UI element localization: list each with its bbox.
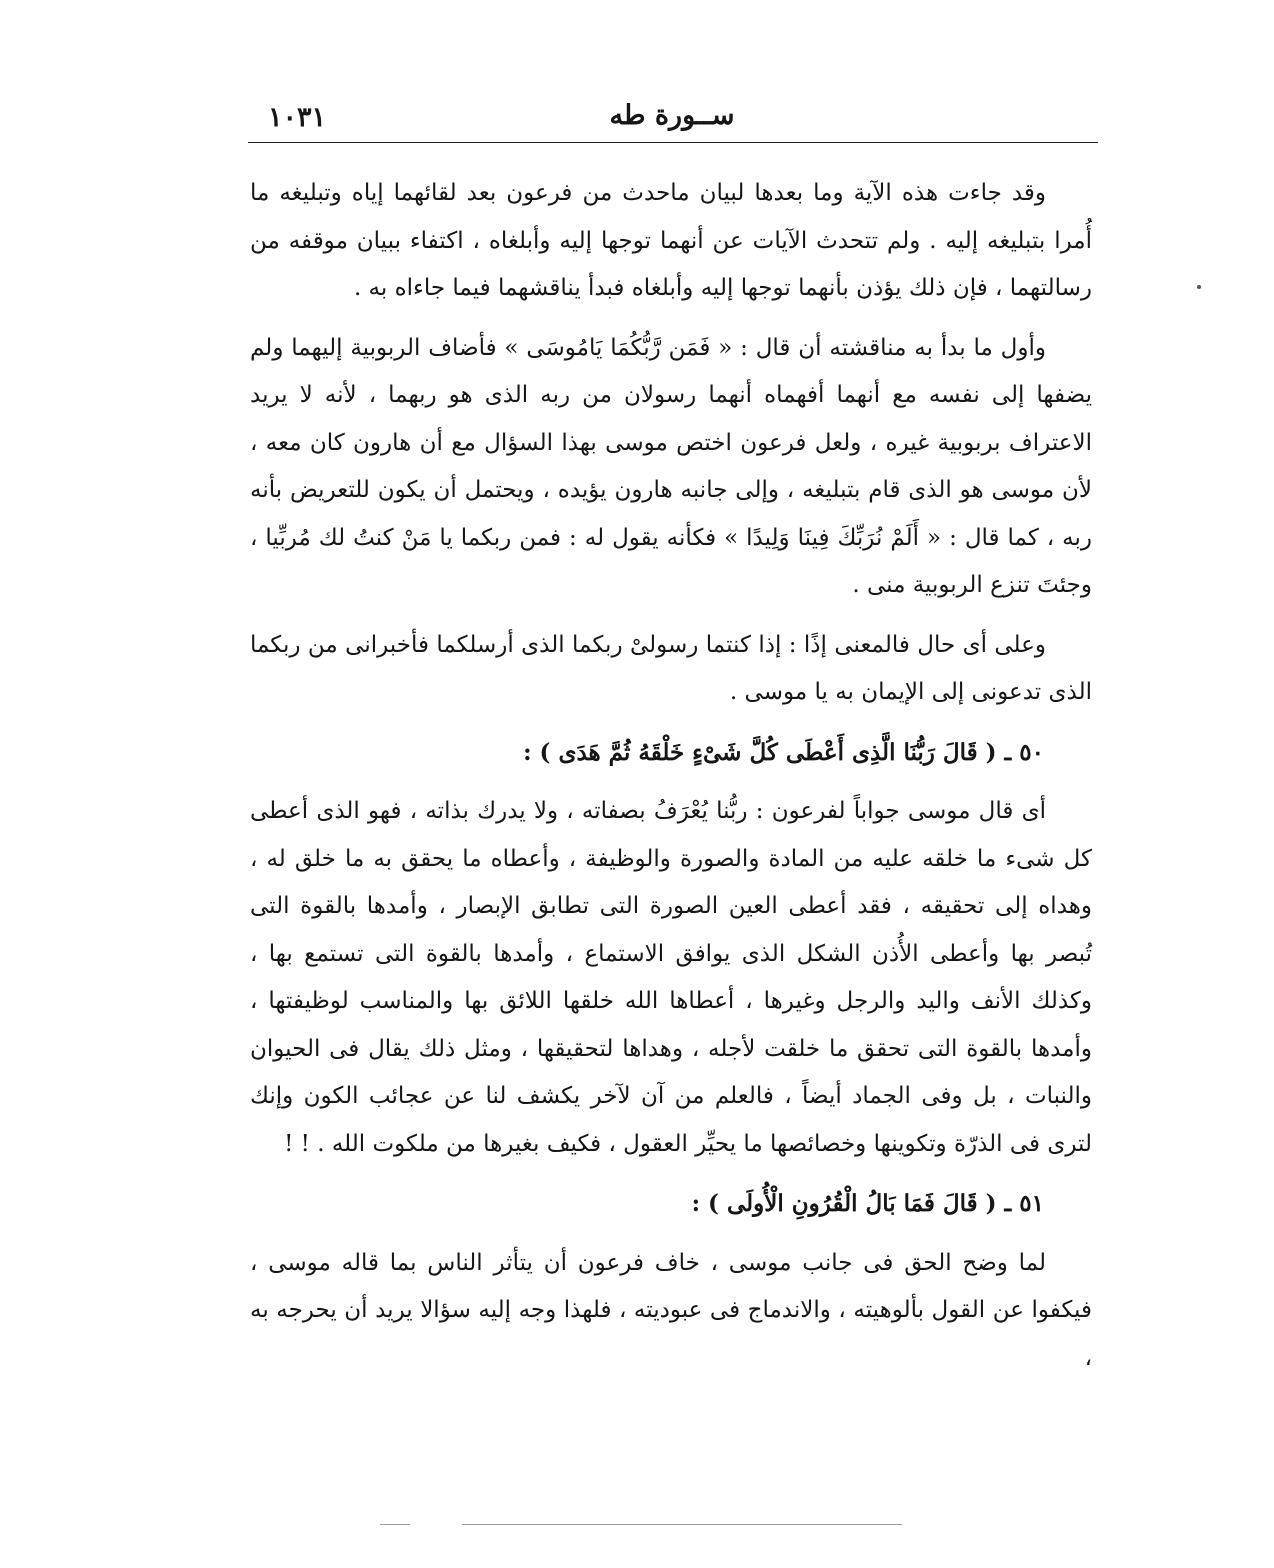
page-number: ١٠٣١: [268, 102, 327, 133]
paragraph-first-argument: وأول ما بدأ به مناقشته أن قال : « فَمَن رَّبُّكُمَا يَامُوسَى » فأضاف الربوبية إليهما ولم يضفها إلى نفسه مع أنهما أفهماه أنهما رسولان من ربه الذى هو ربهما ، لأنه لا يريد الاعتراف بربوبية غيره ، ولعل فرعون اختص موسى بهذا السؤال مع أن هارون كان معه ، لأن موسى هو الذى قام بتبليغه ، وإلى جانبه هارون يؤيده ، ويحتمل أن يكون للتعريض بأنه ربه ، كما قال : « أَلَمْ نُرَبِّكَ فِينَا وَلِيدًا » فكأنه يقول له : فمن ربكما يا مَنْ كنتُ لك مُربِّيا ، وجئتَ تنزع الربوبية منى .: [250, 334, 1092, 598]
footer-rule-short: [380, 1524, 410, 1525]
running-header: [248, 92, 1096, 140]
paragraph-pharaoh-encounter: وقد جاءت هذه الآية وما بعدها لبيان ماحدث من فرعون بعد لقائهما إياه وتبليغه ما أُمرا بتبليغه إليه . ولم تتحدث الآيات عن أنهما توجها إليه وأبلغاه ، اكتفاء ببيان موقفه من رسالتهما ، فإن ذلك يؤذن بأنهما توجها إليه وأبلغاه فبدأ يناقشهما فيما جاءاه به .: [250, 180, 1092, 301]
footer-rule-long: [462, 1524, 902, 1525]
paragraph-pharaoh-fear: لما وضح الحق فى جانب موسى ، خاف فرعون أن يتأثر الناس بما قاله موسى ، فيكفوا عن القول بألوهيته ، والاندماج فى عبوديته ، فلهذا وجه إليه سؤالا يريد أن يحرجه به ،: [250, 1249, 1092, 1371]
header-divider: [248, 142, 1098, 143]
paragraph-meaning: وعلى أى حال فالمعنى إذًا : إذا كنتما رسولىْ ربكما الذى أرسلكما فأخبرانى من ربكما الذى تدعونى إلى الإيمان به يا موسى .: [250, 631, 1092, 705]
verse-heading-50: ٥٠ ـ ( قَالَ رَبُّنَا الَّذِى أَعْطَى كُلَّ شَىْءٍ خَلْقَهُ ثُمَّ هَدَى ) :: [523, 738, 1044, 766]
paragraph-moses-answer: أى قال موسى جواباً لفرعون : ربُّنا يُعْرَفُ بصفاته ، ولا يدرك بذاته ، فهو الذى أعطى كل شىء ما خلقه عليه من المادة والصورة والوظيفة ، وأعطاه ما يحقق به ما خلق له ، وهداه إلى تحقيقه ، فقد أعطى العين الصورة التى تطابق الإبصار ، وأمدها بالقوة التى تُبصر بها وأعطى الأُذن الشكل الذى يوافق الاستماع ، وأمدها بالقوة التى تستمع بها ، وكذلك الأنف واليد والرجل وغيرها ، أعطاها الله خلقها اللائق بها والمناسب لوظيفتها ، وأمدها بالقوة التى تحقق ما خلقت لأجله ، وهداها لتحقيقها ، ومثل ذلك يقال فى الحيوان والنبات ، بل وفى الجماد أيضاً ، فالعلم من آن لآخر يكشف لنا عن عجائب الكون وإنك لترى فى الذرّة وتكوينها وخصائصها ما يحيِّر العقول ، فكيف بغيرها من ملكوت الله . ! !: [250, 798, 1092, 1157]
margin-speck: [1197, 285, 1201, 289]
verse-heading-51: ٥١ ـ ( قَالَ فَمَا بَالُ الْقُرُونِ الْأُولَى ) :: [691, 1190, 1044, 1217]
surah-title: ســورة طه: [609, 100, 735, 131]
commentary-body: [250, 170, 1092, 1394]
